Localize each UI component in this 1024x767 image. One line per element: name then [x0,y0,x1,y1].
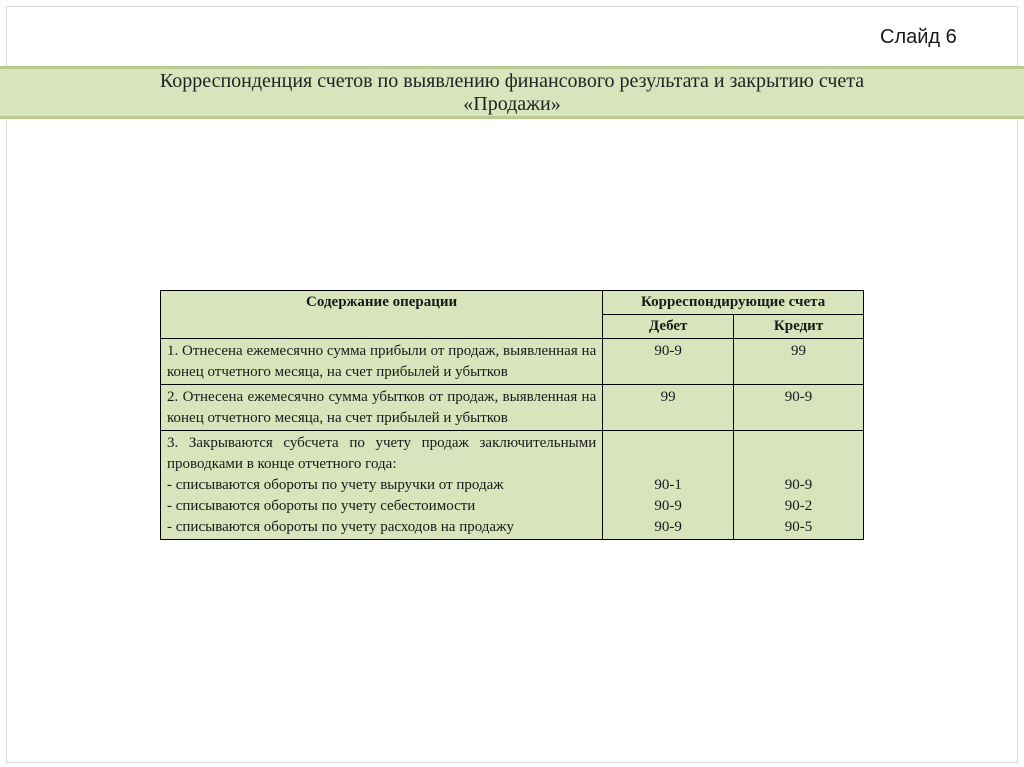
row-1-debit: 90-9 [603,339,734,385]
header-accounts: Корреспондирующие счета [603,291,864,315]
row-3-debit [603,431,734,540]
row-3-item-3: - списываются обороты по учету расходов на продажу [167,519,514,535]
row-3-description [161,431,603,540]
row-2-description: 2. Отнесена ежемесячно сумма убытков от продаж, выявленная на конец отчетного месяца, на счет прибылей и убытков [161,385,603,431]
row-3-item-2-debit: 90-9 [654,498,682,514]
row-1-credit: 99 [734,339,864,385]
page-title [0,69,1024,116]
table-row [161,339,864,385]
title-bar [0,66,1024,119]
title-line-1: Корреспонденция счетов по выявлению финансового результата и закрытию счета [159,70,865,92]
header-credit: Кредит [734,315,864,339]
row-1-description: 1. Отнесена ежемесячно сумма прибыли от продаж, выявленная на конец отчетного месяца, на счет прибылей и убытков [161,339,603,385]
row-3-item-2-credit: 90-2 [784,498,813,514]
row-3-item-3-credit: 90-5 [784,519,813,535]
title-line-2: «Продажи» [463,93,561,115]
row-3-item-1: - списываются обороты по учету выручки от продаж [167,477,504,493]
row-3-intro: 3. Закрываются субсчета по учету продаж заключительными проводками в конце отчетного года: [167,435,597,472]
table-row [161,385,864,431]
header-debit: Дебет [603,315,734,339]
slide-number: Слайд 6 [880,26,957,48]
accounts-table [160,290,864,540]
row-3-item-1-credit: 90-9 [784,477,813,493]
row-3-item-1-debit: 90-1 [654,477,682,493]
row-3-credit [734,431,864,540]
header-row [161,291,864,315]
row-3-item-3-debit: 90-9 [654,519,682,535]
row-3-item-2: - списываются обороты по учету себестоимости [167,498,476,514]
table-row [161,431,864,540]
header-operation: Содержание операции [161,291,603,339]
row-2-credit: 90-9 [734,385,864,431]
row-2-debit: 99 [603,385,734,431]
